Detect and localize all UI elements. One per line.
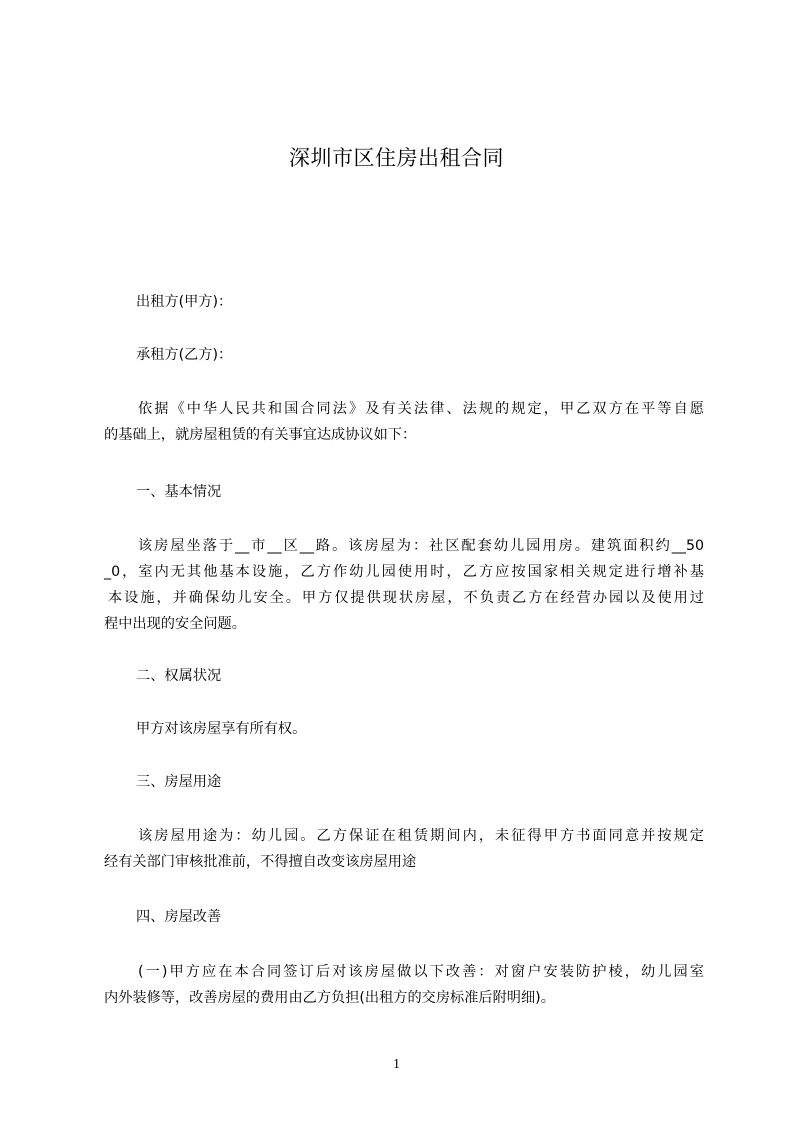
lessor-label: 出租方(甲方)： xyxy=(136,294,233,310)
preamble-line: 的基础上，就房屋租赁的有关事宜达成协议如下： xyxy=(104,427,417,443)
section-1-line: _0，室内无其他基本设施，乙方作幼儿园使用时，乙方应按国家相关规定进行增补基 xyxy=(104,564,704,580)
section-1-line: 该房屋坐落于__市__区__路。该房屋为：社区配套幼儿园用房。建筑面积约__50 xyxy=(138,538,704,554)
section-2-text: 甲方对该房屋享有所有权。 xyxy=(136,721,307,737)
section-4-paragraph xyxy=(104,959,704,1011)
section-4-heading: 四、房屋改善 xyxy=(136,909,222,925)
section-1-line: 程中出现的安全问题。 xyxy=(104,616,246,632)
section-3-line: 该房屋用途为：幼儿园。乙方保证在租赁期间内，未征得甲方书面同意并按规定 xyxy=(138,828,704,844)
lessee-label: 承租方(乙方)： xyxy=(136,347,233,363)
section-1-line: 本设施，并确保幼儿安全。甲方仅提供现状房屋，不负责乙方在经营办园以及使用过 xyxy=(108,590,704,606)
section-3-heading: 三、房屋用途 xyxy=(136,774,222,790)
page-number: 1 xyxy=(393,1057,400,1072)
document-title: 深圳市区住房出租合同 xyxy=(289,146,504,170)
preamble-line: 依据《中华人民共和国合同法》及有关法律、法规的规定，甲乙双方在平等自愿 xyxy=(138,401,704,417)
section-1-heading: 一、基本情况 xyxy=(136,484,222,500)
section-3-paragraph xyxy=(104,823,704,875)
section-1-paragraph xyxy=(104,533,704,637)
section-2-heading: 二、权属状况 xyxy=(136,668,222,684)
section-4-line: (一)甲方应在本合同签订后对该房屋做以下改善：对窗户安装防护棱，幼儿园室 xyxy=(138,964,704,980)
preamble-paragraph xyxy=(104,396,704,448)
section-4-line: 内外装修等，改善房屋的费用由乙方负担(出租方的交房标准后附明细)。 xyxy=(104,990,555,1006)
section-3-line: 经有关部门审核批准前，不得擅自改变该房屋用途 xyxy=(104,854,417,870)
